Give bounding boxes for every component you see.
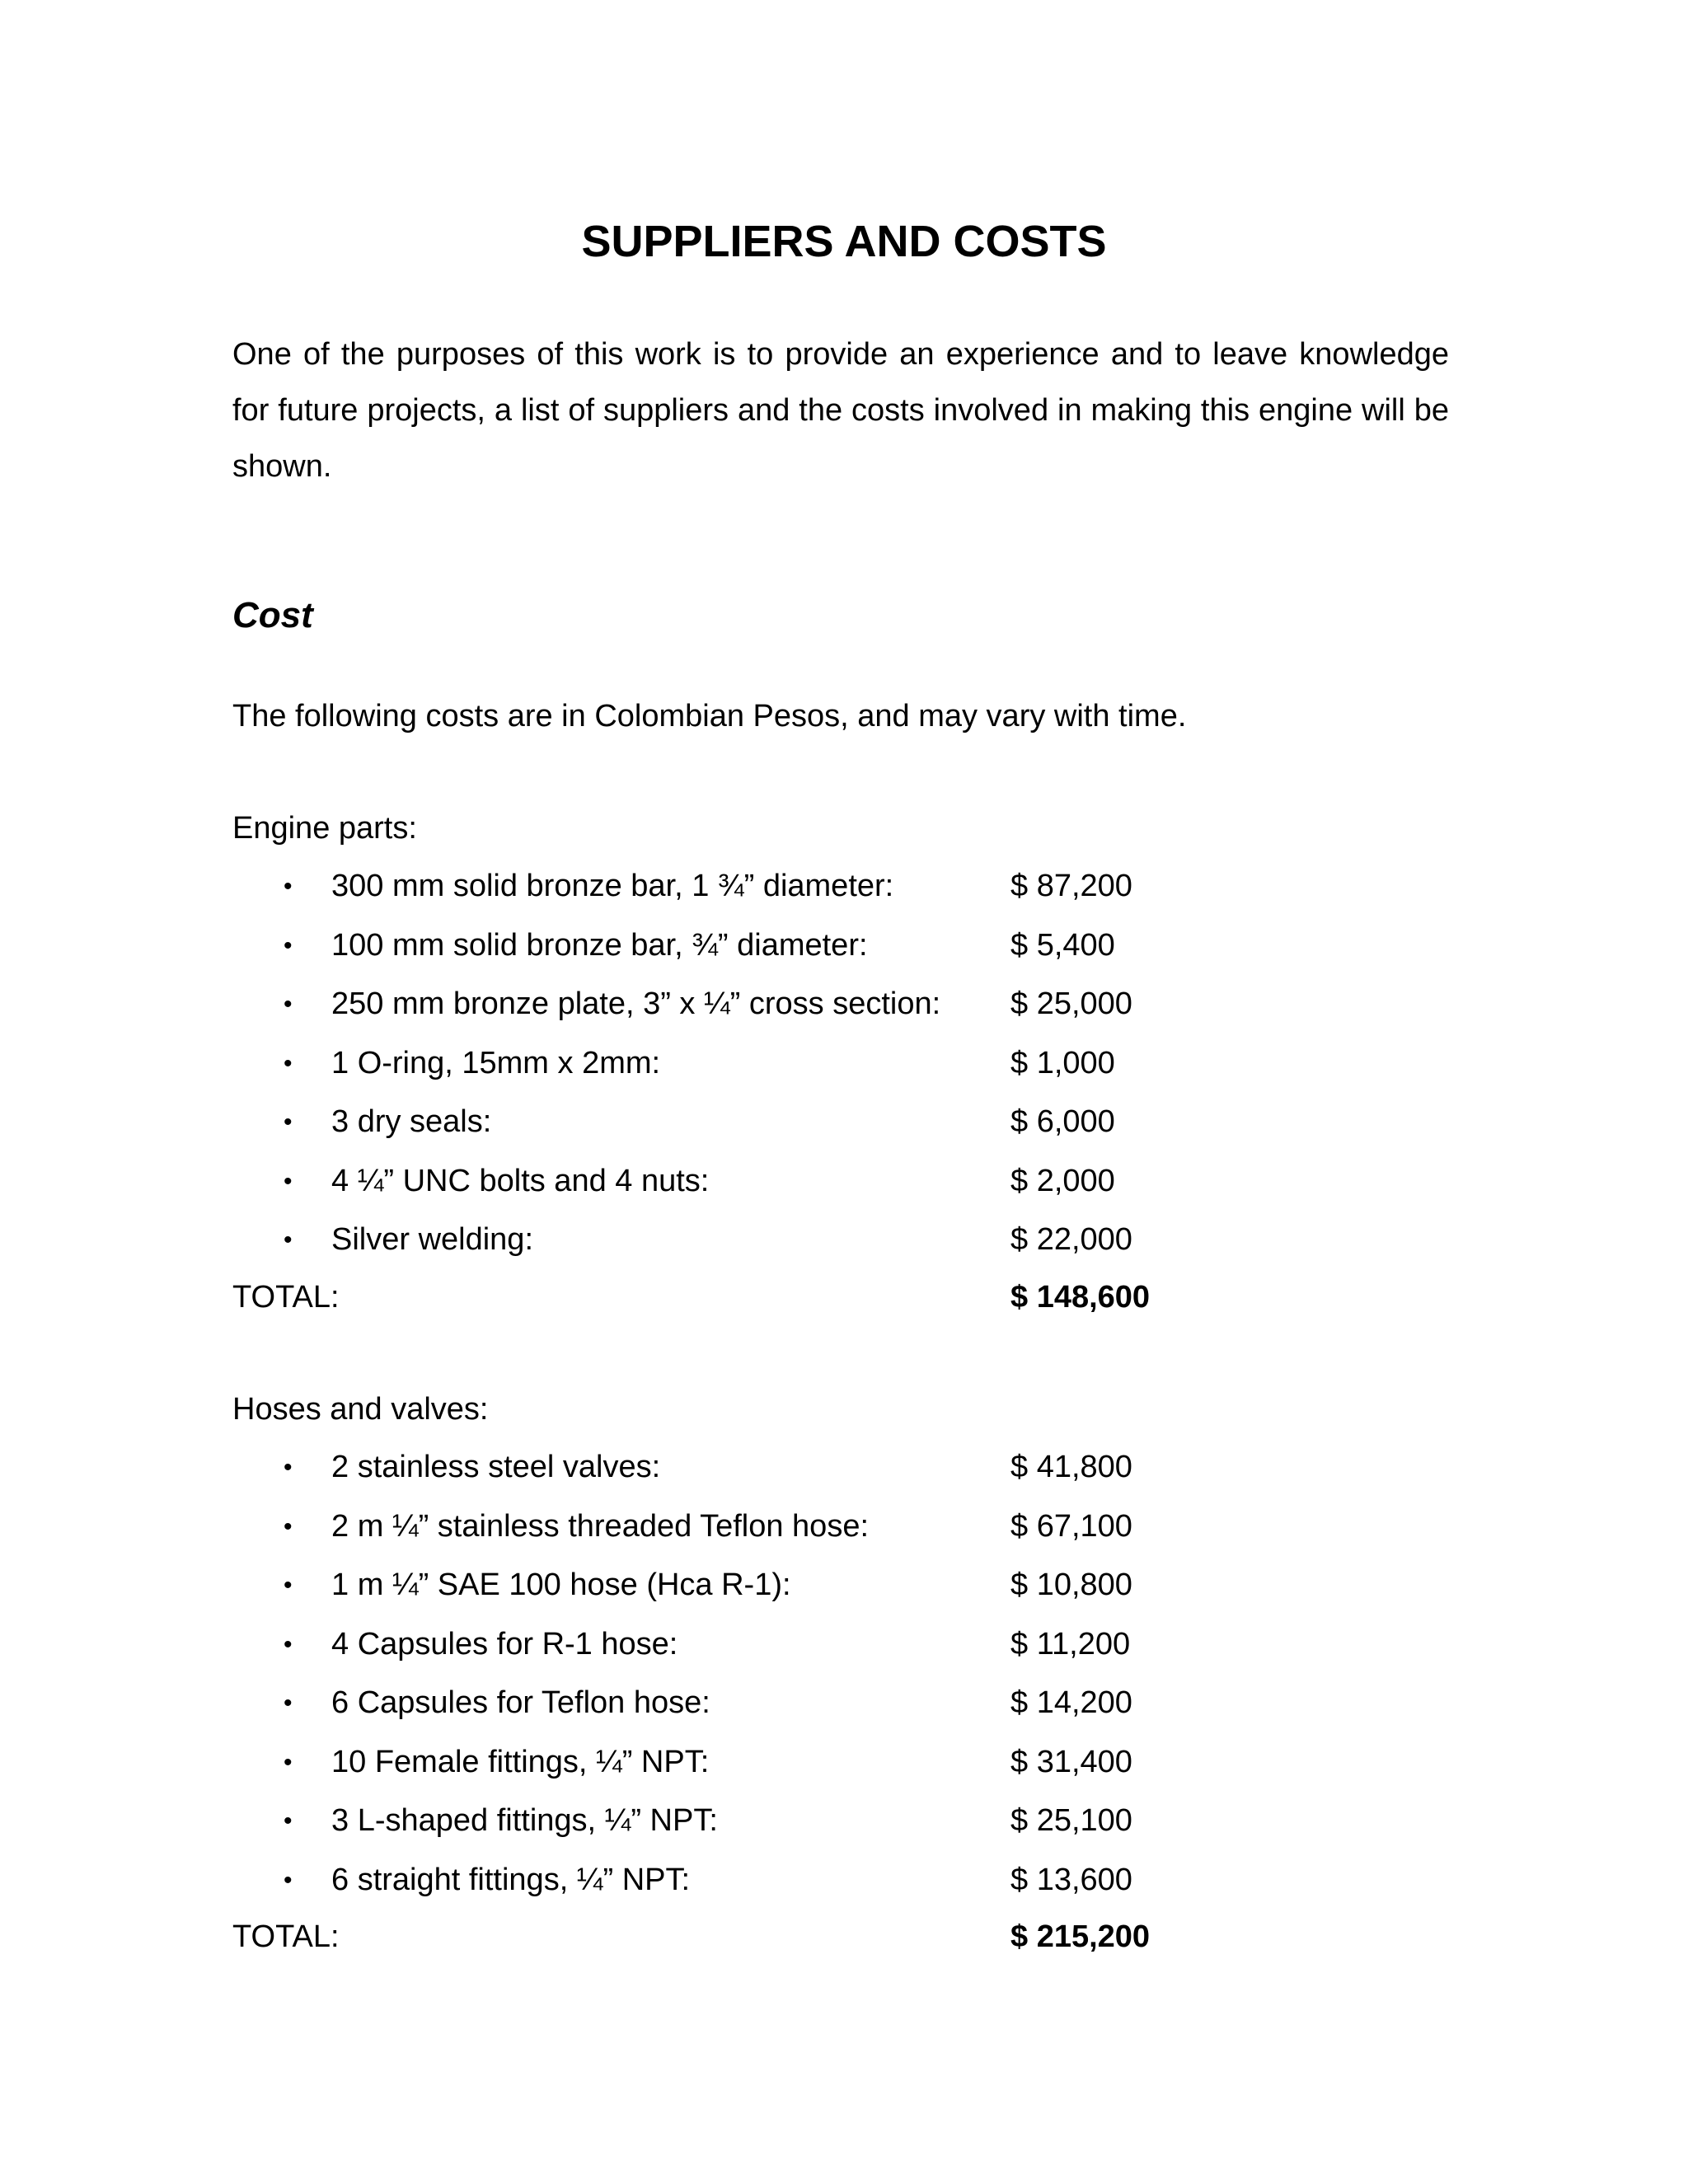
item-label: Silver welding: — [331, 1222, 533, 1257]
item-price: $ 87,200 — [1010, 869, 1132, 903]
item-price: $ 41,800 — [1010, 1450, 1132, 1484]
item-price: $ 31,400 — [1010, 1744, 1132, 1779]
list-item — [232, 916, 1469, 976]
bullet-icon: • — [284, 1572, 293, 1599]
list-item — [232, 1615, 1469, 1675]
bullet-icon: • — [284, 1108, 293, 1136]
total-row — [232, 1270, 1469, 1324]
item-label: 4 Capsules for R-1 hose: — [331, 1626, 678, 1661]
item-price: $ 6,000 — [1010, 1104, 1115, 1139]
item-label: 6 straight fittings, ¼” NPT: — [331, 1862, 691, 1897]
currency-note: The following costs are in Colombian Pesos, and may vary with time. — [232, 699, 1187, 733]
bullet-icon: • — [284, 931, 293, 959]
bullet-icon: • — [284, 1226, 293, 1254]
page-title: SUPPLIERS AND COSTS — [581, 217, 1107, 266]
item-price: $ 14,200 — [1010, 1685, 1132, 1720]
item-label: 1 O-ring, 15mm x 2mm: — [331, 1045, 661, 1080]
group-label: Engine parts: — [232, 811, 417, 846]
item-label: 100 mm solid bronze bar, ¾” diameter: — [331, 927, 868, 963]
item-price: $ 25,000 — [1010, 987, 1132, 1021]
item-price: $ 25,100 — [1010, 1803, 1132, 1838]
list-item — [232, 1152, 1469, 1212]
item-label: 3 L-shaped fittings, ¼” NPT: — [331, 1803, 718, 1838]
bullet-icon: • — [284, 1748, 293, 1776]
item-price: $ 67,100 — [1010, 1508, 1132, 1544]
item-price: $ 22,000 — [1010, 1222, 1132, 1257]
bullet-icon: • — [284, 1690, 293, 1717]
bullet-icon: • — [284, 1049, 293, 1077]
list-item — [232, 857, 1469, 916]
bullet-icon: • — [284, 1866, 293, 1894]
list-item — [232, 1674, 1469, 1733]
bullet-icon: • — [284, 1167, 293, 1195]
item-label: 1 m ¼” SAE 100 hose (Hca R-1): — [331, 1568, 791, 1602]
list-item — [232, 1792, 1469, 1851]
bullet-icon: • — [284, 1630, 293, 1658]
item-price: $ 1,000 — [1010, 1045, 1115, 1080]
intro-paragraph: One of the purposes of this work is to provide an experience and to leave knowledge for future projects, a list of suppliers and the costs involved in making this engine will be shown. — [232, 337, 1449, 484]
item-label: 3 dry seals: — [331, 1104, 492, 1139]
item-label: 2 stainless steel valves: — [331, 1450, 661, 1484]
item-label: 10 Female fittings, ¼” NPT: — [331, 1744, 710, 1779]
item-label: 6 Capsules for Teflon hose: — [331, 1685, 710, 1720]
group-label: Hoses and valves: — [232, 1392, 489, 1427]
item-price: $ 13,600 — [1010, 1862, 1132, 1897]
item-label: 250 mm bronze plate, 3” x ¼” cross section: — [331, 987, 941, 1021]
item-price: $ 11,200 — [1010, 1626, 1131, 1661]
list-item — [232, 1497, 1469, 1557]
list-item — [232, 1211, 1469, 1270]
list-item — [232, 1093, 1469, 1152]
item-label: 4 ¼” UNC bolts and 4 nuts: — [331, 1163, 710, 1198]
item-label: 300 mm solid bronze bar, 1 ¾” diameter: — [331, 869, 894, 903]
list-item — [232, 1733, 1469, 1793]
total-label: TOTAL: — [232, 1279, 340, 1315]
bullet-icon: • — [284, 991, 293, 1018]
total-value: $ 215,200 — [1010, 1919, 1151, 1954]
item-price: $ 5,400 — [1010, 927, 1115, 963]
list-item — [232, 1438, 1469, 1497]
item-price: $ 10,800 — [1010, 1568, 1132, 1602]
list-item — [232, 975, 1469, 1034]
hoses-valves-group — [232, 1380, 1469, 1964]
item-label: 2 m ¼” stainless threaded Teflon hose: — [331, 1508, 870, 1544]
section-heading-cost: Cost — [232, 595, 313, 635]
engine-parts-group — [232, 799, 1469, 1324]
bullet-icon: • — [284, 1512, 293, 1540]
bullet-icon: • — [284, 1807, 293, 1835]
total-label: TOTAL: — [232, 1919, 340, 1954]
list-item — [232, 1034, 1469, 1094]
bullet-icon: • — [284, 873, 293, 900]
bullet-icon: • — [284, 1454, 293, 1481]
list-item — [232, 1851, 1469, 1910]
total-value: $ 148,600 — [1010, 1279, 1151, 1315]
list-item — [232, 1556, 1469, 1615]
total-row — [232, 1910, 1469, 1964]
item-price: $ 2,000 — [1010, 1163, 1115, 1198]
